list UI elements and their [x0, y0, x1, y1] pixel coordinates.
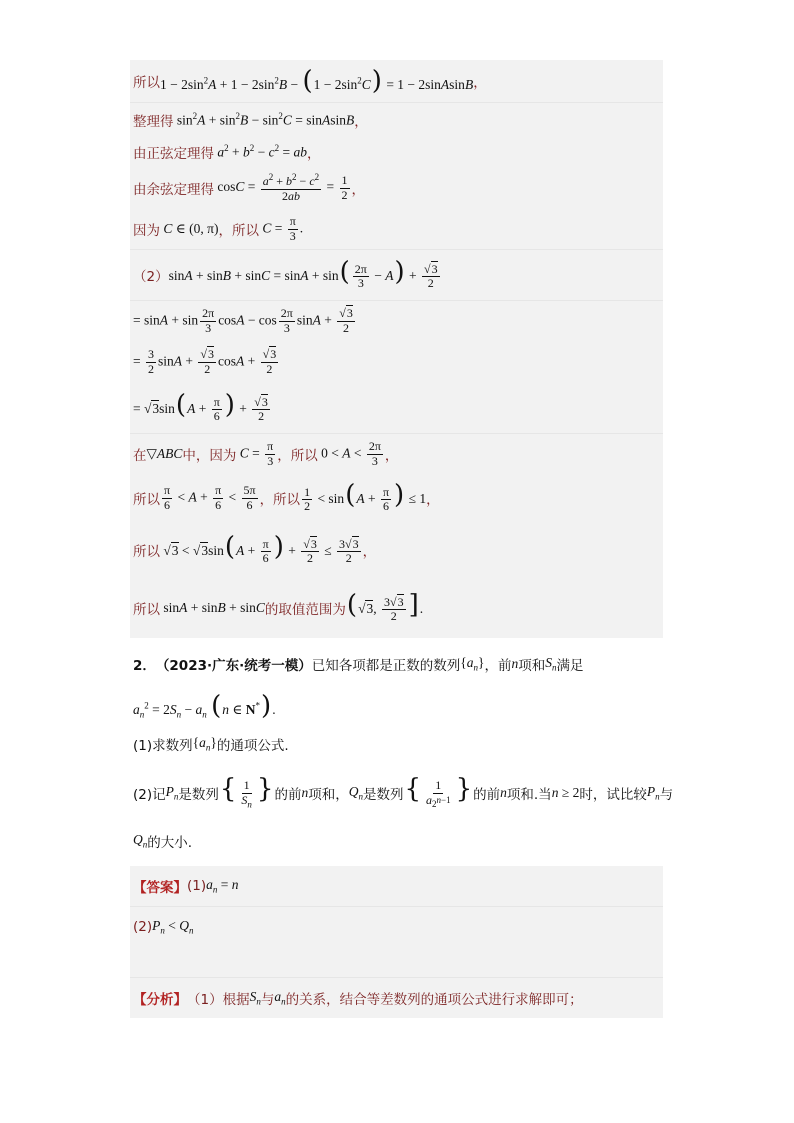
text: 所以	[133, 602, 160, 618]
text: 与	[659, 787, 674, 803]
question-number: 2．	[133, 658, 156, 674]
text: 因为	[133, 223, 160, 239]
formula: $\sin^2A + \sin^2B - \sin^2C$ = sinAsinB	[173, 111, 355, 128]
formula: $a_n^2 = 2S_n - a_n$ (n ∈ N*).	[133, 690, 276, 721]
formula: { $\frac{1}{S_n}$ }	[219, 774, 274, 810]
text: 所以	[133, 544, 160, 560]
question-sub-2	[130, 762, 674, 824]
blank-line	[130, 947, 663, 977]
solution-line-6	[130, 250, 663, 300]
formula: √3 < √3sin(A + $\frac{\pi}{6}$ ) + $\frac{√3}{2}$ ≤ $\frac{3√3}{2}$	[160, 531, 359, 566]
text: (1)	[187, 878, 207, 894]
text: 整理得	[133, 114, 174, 130]
text: 的前	[274, 787, 302, 803]
formula: sinA + sinB + sinC	[160, 600, 265, 615]
formula: n	[301, 785, 309, 800]
formula: ▽ABC	[146, 446, 183, 461]
text: 与	[260, 992, 275, 1008]
formula: cosC = $\frac{a^2 + b^2 - c^2}{2ab}$ = $\frac{1}{2}$	[214, 172, 348, 203]
analysis-label: 【分析】	[133, 992, 187, 1008]
formula: = $\frac{3}{2}$ sinA + $\frac{√3}{2}$ cosA + $\frac{√3}{2}$	[133, 346, 277, 376]
text: （2）	[133, 269, 169, 285]
text: 所以	[133, 492, 160, 508]
text: 的通项公式.	[216, 738, 289, 754]
formula: $\frac{1}{2}$ < sin(A + $\frac{\pi}{6}$ ) ≤ 1	[304, 479, 427, 514]
formula: $a_n = n$	[206, 877, 239, 895]
text: 由余弦定理得	[133, 182, 214, 198]
text: 是数列	[178, 787, 219, 803]
solution-line-3	[130, 137, 663, 167]
solution-line-10	[130, 434, 663, 474]
text: （1）根据	[187, 992, 250, 1008]
text: 的前	[473, 787, 501, 803]
solution-line-13	[130, 578, 663, 638]
text: 是数列	[362, 787, 404, 803]
formula: $P_n$	[165, 784, 179, 802]
formula: C ∈ (0, π)	[163, 221, 219, 236]
question-source: （2023·广东·统考一模）	[155, 658, 312, 674]
text: ，所以	[218, 223, 259, 239]
formula: $S_n$	[545, 655, 557, 673]
formula: n ≥ 2	[551, 785, 580, 800]
formula: $a_n$	[274, 989, 286, 1007]
text: 在	[133, 448, 147, 464]
text: ，	[351, 182, 366, 198]
formula: $\frac{\pi}{6}$ < A + $\frac{\pi}{6}$ < $\frac{5\pi}{6}$	[164, 482, 256, 512]
formula: = sinA + sin $\frac{2\pi}{3}$ cosA − cos $\frac{2\pi}{3}$ sinA + $\frac{√3}{2}$	[133, 305, 353, 335]
formula: $S_n$	[249, 989, 261, 1007]
formula: n	[500, 785, 507, 800]
text: 项和，	[308, 787, 349, 803]
text: 中，因为	[182, 448, 237, 464]
solution-line-12	[130, 522, 663, 578]
formula: = √3sin(A + $\frac{\pi}{6}$ ) + $\frac{√3}{2}$	[133, 389, 268, 424]
formula: sinA + sinB + sinC = sinA + sin( $\frac{2\pi}{3}$ − A) + $\frac{√3}{2}$	[168, 256, 438, 291]
solution-line-5	[130, 209, 663, 249]
formula: n	[511, 656, 519, 671]
formula: $\{a_n\}$	[192, 735, 217, 753]
text: ，前	[484, 658, 512, 674]
answer-line-1	[130, 866, 663, 906]
text: ，	[473, 75, 487, 91]
solution-line-9	[130, 383, 663, 433]
formula: C = $\frac{\pi}{3}$	[239, 438, 274, 468]
solution-line-8	[130, 341, 663, 383]
formula: $Q_n$	[133, 832, 148, 850]
formula: C = $\frac{\pi}{3}$ .	[262, 213, 304, 243]
text: 时，试比较	[579, 787, 647, 803]
page-content	[130, 60, 674, 1018]
text: (1)求数列	[133, 738, 193, 754]
text: 满足	[556, 658, 584, 674]
text: ，	[384, 448, 399, 464]
solution-line-11	[130, 474, 663, 522]
solution-line-1	[130, 60, 663, 102]
text: ，所以	[259, 492, 301, 508]
text: 所以	[133, 75, 160, 91]
formula: (√3, $\frac{3√3}{2}$ ].	[346, 589, 424, 624]
text: ，	[307, 146, 321, 162]
text: ，	[426, 492, 440, 508]
question-line-1	[130, 642, 663, 686]
text: 项和.当	[506, 787, 552, 803]
text: 的大小.	[147, 835, 193, 851]
formula: $a^2 + b^2 - c^2$ = ab	[217, 143, 307, 160]
formula: 0 < A < $\frac{2\pi}{3}$	[317, 438, 381, 468]
text: 项和	[518, 658, 546, 674]
text: 的关系，结合等差数列的通项公式进行求解即可；	[285, 992, 583, 1008]
formula: $P_n < Q_n$	[152, 918, 194, 936]
formula: $\{a_n\}$	[460, 655, 485, 673]
analysis-line	[130, 978, 663, 1018]
answer-line-2	[130, 907, 663, 947]
text: 由正弦定理得	[133, 146, 214, 162]
solution-line-7	[130, 301, 663, 341]
text: ，所以	[277, 448, 318, 464]
text: ，	[362, 544, 377, 560]
answer-label: 【答案】	[133, 880, 187, 896]
text: 已知各项都是正数的数列	[311, 658, 461, 674]
question-sub-2-tail	[130, 824, 663, 858]
text: (2)记	[133, 787, 166, 803]
text: (2)	[133, 919, 153, 935]
formula: $P_n$	[646, 784, 660, 802]
question-line-2	[130, 686, 663, 726]
text: 的取值范围为	[264, 602, 346, 618]
text: ，	[354, 114, 368, 130]
solution-line-2	[130, 103, 663, 137]
formula: $Q_n$	[348, 784, 363, 802]
solution-line-4	[130, 167, 663, 209]
formula: { $\frac{1}{a_{2^{n-1}}}$ }	[404, 774, 473, 810]
question-sub-1	[130, 726, 663, 762]
formula: $1 - 2\sin^2A + 1 - 2\sin^2B - (1 - 2\sin^2C) = 1$ − 2sinAsinB	[160, 66, 474, 96]
